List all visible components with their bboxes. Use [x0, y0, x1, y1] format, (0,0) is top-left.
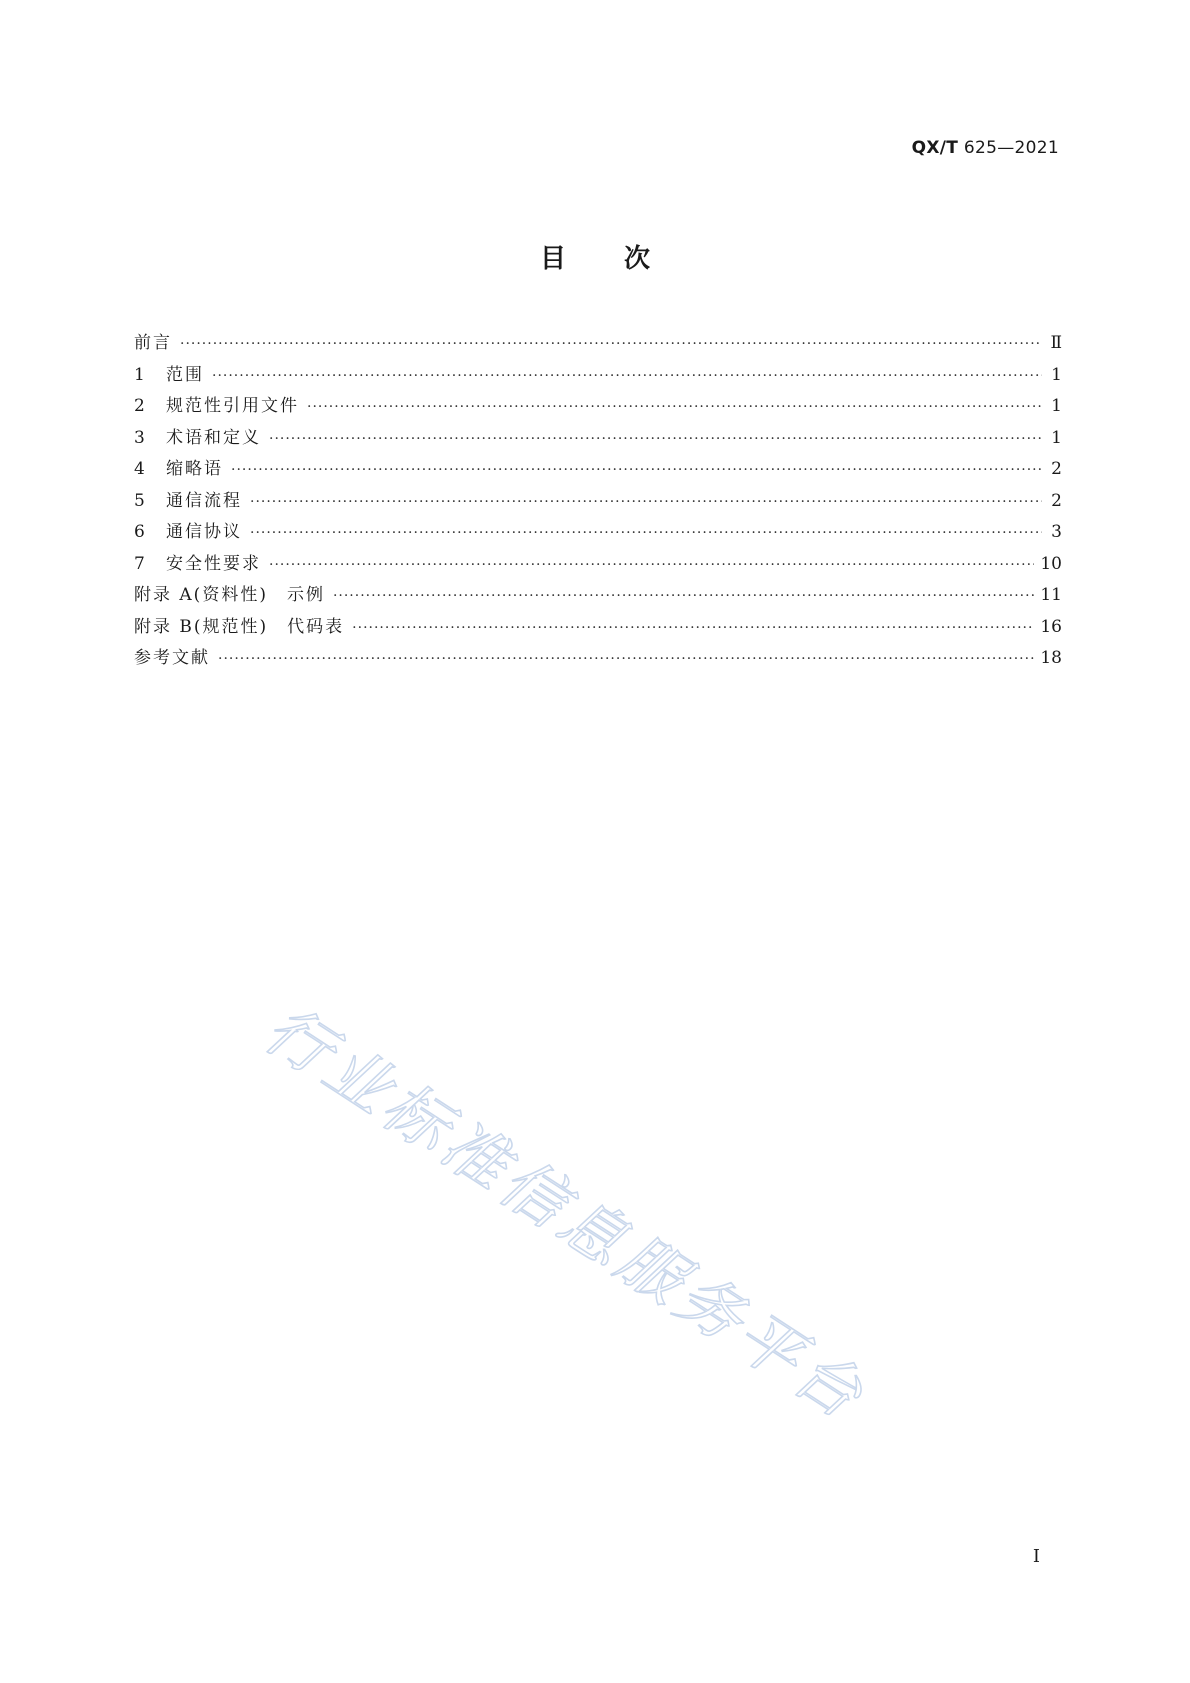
- toc-leader-dots: [212, 368, 1042, 384]
- toc-entry-label: 前言: [134, 333, 172, 353]
- toc-entry-security-requirements[interactable]: [134, 549, 1062, 581]
- toc-leader-dots: [307, 399, 1042, 415]
- toc-entry-label: 3 术语和定义: [134, 427, 261, 448]
- toc-entry-number: 7: [134, 553, 145, 574]
- toc-leader-dots: [250, 494, 1042, 510]
- toc-entry-label: 7 安全性要求: [134, 553, 261, 574]
- toc-entry-number: 4: [134, 459, 145, 479]
- toc-entry-communication-protocol[interactable]: [134, 517, 1062, 549]
- toc-entry-number: 3: [134, 427, 145, 448]
- toc-entry-communication-flow[interactable]: [134, 486, 1062, 518]
- table-of-contents: [134, 328, 1062, 675]
- toc-entry-page: 11: [1040, 585, 1062, 605]
- toc-entry-number: 2: [134, 396, 145, 416]
- toc-entry-abbreviations[interactable]: [134, 454, 1062, 486]
- toc-leader-dots: [333, 588, 1034, 604]
- toc-entry-label: 参考文献: [134, 648, 210, 668]
- toc-leader-dots: [180, 336, 1042, 352]
- toc-entry-page: 1: [1051, 364, 1062, 385]
- page-title: 目次: [539, 244, 708, 274]
- toc-entry-label: 2 规范性引用文件: [134, 396, 299, 416]
- toc-entry-page: 2: [1051, 490, 1062, 511]
- toc-entry-label: 附录 B(规范性) 代码表: [134, 616, 345, 637]
- document-code-number: 625—2021: [958, 138, 1059, 158]
- toc-entry-label: 5 通信流程: [134, 490, 242, 511]
- toc-entry-page: 2: [1051, 459, 1062, 479]
- watermark: 行业标准信息服务平台: [251, 992, 879, 1436]
- toc-entry-label: 4 缩略语: [134, 459, 223, 479]
- toc-entry-label: 6 通信协议: [134, 522, 242, 542]
- toc-entry-number: 1: [134, 364, 145, 385]
- page-number: I: [1032, 1546, 1040, 1567]
- toc-entry-page: Ⅱ: [1050, 333, 1062, 353]
- document-code: [912, 138, 1059, 158]
- toc-entry-page: 18: [1040, 648, 1062, 668]
- toc-entry-page: 1: [1051, 427, 1062, 448]
- toc-entry-terms-definitions[interactable]: [134, 423, 1062, 455]
- toc-leader-dots: [218, 651, 1034, 667]
- toc-leader-dots: [250, 525, 1042, 541]
- toc-entry-label: 附录 A(资料性) 示例: [134, 585, 325, 605]
- toc-entry-normative-references[interactable]: [134, 391, 1062, 423]
- toc-entry-page: 3: [1051, 522, 1062, 542]
- toc-leader-dots: [269, 557, 1034, 573]
- toc-entry-page: 16: [1040, 616, 1062, 637]
- toc-leader-dots: [231, 462, 1042, 478]
- toc-entry-bibliography[interactable]: [134, 643, 1062, 675]
- toc-entry-page: 1: [1051, 396, 1062, 416]
- toc-entry-label: 1 范围: [134, 364, 204, 385]
- document-code-prefix: QX/T: [911, 138, 959, 158]
- toc-entry-foreword[interactable]: [134, 328, 1062, 360]
- toc-entry-appendix-a[interactable]: [134, 580, 1062, 612]
- toc-leader-dots: [352, 620, 1034, 636]
- toc-entry-appendix-b[interactable]: [134, 612, 1062, 644]
- toc-leader-dots: [269, 431, 1042, 447]
- toc-entry-number: 6: [134, 522, 145, 542]
- toc-entry-number: 5: [134, 490, 145, 511]
- toc-entry-scope[interactable]: [134, 360, 1062, 392]
- toc-entry-page: 10: [1040, 553, 1062, 574]
